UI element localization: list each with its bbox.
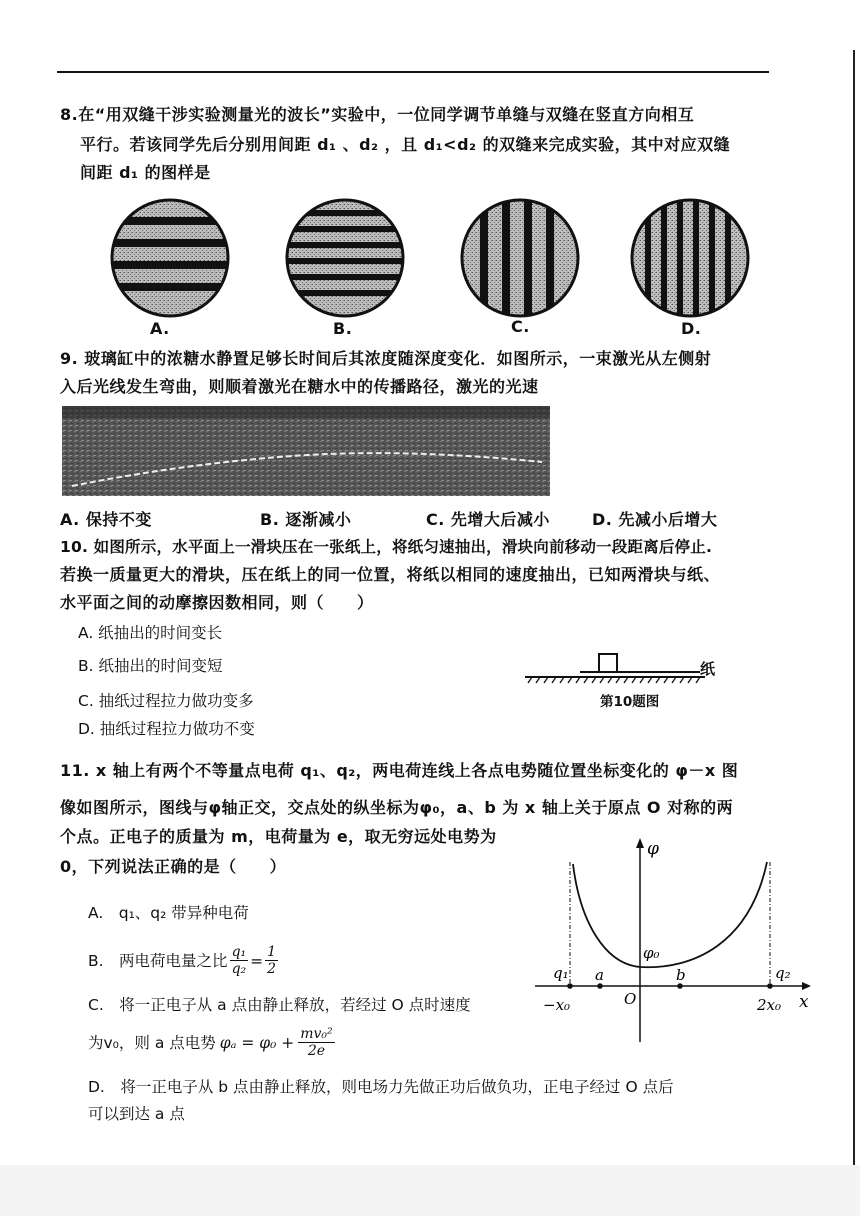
phi-x-graph <box>535 832 825 1047</box>
potential-formula: φₐ = φ₀ + <box>219 1033 295 1052</box>
equals-sign: = <box>250 951 264 970</box>
q10-line1: 10. 如图所示，水平面上一滑块压在一张纸上，将纸匀速抽出，滑块向前移动一段距离后停止. <box>60 538 713 556</box>
top-rule <box>57 71 769 73</box>
q10-line3: 水平面之间的动摩擦因数相同，则（ ） <box>60 593 374 612</box>
q9-option-c: C. 先增大后减小 <box>426 510 550 529</box>
q1-label: q₁ <box>553 964 569 982</box>
q9-line2: 入后光线发生弯曲，则顺着激光在糖水中的传播路径，激光的光速 <box>60 377 539 396</box>
2x0-label: 2x₀ <box>757 996 782 1014</box>
formula-denominator: 2e <box>307 1043 326 1059</box>
q9-line1: 9. 玻璃缸中的浓糖水静置足够长时间后其浓度随深度变化．如图所示，一束激光从左侧射 <box>60 349 712 368</box>
q10-line2: 若换一质量更大的滑块，压在纸上的同一位置，将纸以相同的速度抽出，已知两滑块与纸、 <box>60 565 721 584</box>
q8-option-b-label: B. <box>333 319 353 338</box>
q10-option-c: C. 抽纸过程拉力做功变多 <box>78 692 254 710</box>
ratio-numerator: q₁ <box>231 944 247 960</box>
neg-x0-label: −x₀ <box>543 996 571 1014</box>
q10-figure <box>520 650 730 690</box>
q10-option-a: A. 纸抽出的时间变长 <box>78 624 223 642</box>
laser-photo <box>62 406 550 496</box>
q10-option-d: D. 抽纸过程拉力做功不变 <box>78 720 255 738</box>
q9-option-b: B. 逐渐减小 <box>260 510 352 529</box>
q8-line3: 间距 d₁ 的图样是 <box>80 163 211 182</box>
a-label: a <box>595 966 604 984</box>
phi0-label: φ₀ <box>643 944 660 962</box>
fringe-pattern-b <box>270 200 420 316</box>
slider-block <box>599 654 617 672</box>
q11-option-b <box>88 944 278 977</box>
q9-option-d: D. 先减小后增大 <box>592 510 718 529</box>
q11-line2: 像如图所示，图线与φ轴正交，交点处的纵坐标为φ₀，a、b 为 x 轴上关于原点 O 对称的两 <box>60 798 734 817</box>
q11-option-a: A. q₁、q₂ 带异种电荷 <box>88 904 249 922</box>
y-axis-label: φ <box>647 839 659 859</box>
q11-option-b-value <box>265 944 278 977</box>
q8-option-a-label: A. <box>150 319 170 338</box>
fringe-pattern-c <box>462 196 578 326</box>
b-point <box>677 983 683 989</box>
x-axis-arrow <box>802 982 811 990</box>
q8-option-c-label: C. <box>511 317 530 336</box>
q8-line2: 平行。若该同学先后分别用间距 d₁ 、d₂ ，且 d₁<d₂ 的双缝来完成实验，其中对应双缝 <box>80 135 731 154</box>
q11-option-c-line1: C. 将一正电子从 a 点由静止释放，若经过 O 点时速度 <box>88 996 471 1014</box>
origin-label: O <box>624 990 637 1008</box>
q10-paper-label: 纸 <box>700 660 716 678</box>
q11-option-d-line2: 可以到达 a 点 <box>88 1105 185 1123</box>
q11-line3: 个点。正电子的质量为 m，电荷量为 e，取无穷远处电势为 <box>60 827 497 846</box>
q11-option-c-line2 <box>88 1026 335 1059</box>
q11-line4: 0，下列说法正确的是（ ） <box>60 857 287 876</box>
scan-bottom-margin <box>0 1165 860 1216</box>
q11-option-b-ratio <box>230 944 249 977</box>
fringe-pattern-a <box>100 200 240 316</box>
value-numerator: 1 <box>267 944 277 960</box>
q11-option-d-line1: D. 将一正电子从 b 点由静止释放，则电场力先做正功后做负功，正电子经过 O 点后 <box>88 1078 674 1096</box>
q8-line1: 8.在“用双缝干涉实验测量光的波长”实验中，一位同学调节单缝与双缝在竖直方向相互 <box>60 105 695 124</box>
q11-line1: 11. x 轴上有两个不等量点电荷 q₁、q₂，两电荷连线上各点电势随位置坐标变化的 φ－x 图 <box>60 761 739 780</box>
potential-fraction <box>298 1026 334 1059</box>
x-axis-label: x <box>799 992 809 1012</box>
q10-figure-caption: 第10题图 <box>600 694 660 710</box>
q10-option-b: B. 纸抽出的时间变短 <box>78 657 223 675</box>
page-edge-line <box>853 50 855 1170</box>
q11-option-b-text: B. 两电荷电量之比 <box>88 951 228 970</box>
fringe-pattern-d <box>632 196 748 326</box>
q9-option-a: A. 保持不变 <box>60 510 152 529</box>
q8-option-d-label: D. <box>681 319 702 338</box>
ratio-denominator: q₂ <box>231 961 247 977</box>
q11-option-c-text: 为v₀，则 a 点电势 <box>88 1033 216 1052</box>
fringe-patterns-figure <box>100 196 760 340</box>
potential-curve <box>573 862 767 967</box>
q2-point <box>767 983 773 989</box>
a-point <box>597 983 603 989</box>
q2-label: q₂ <box>775 964 791 982</box>
formula-numerator: mv₀² <box>300 1026 333 1042</box>
value-denominator: 2 <box>267 961 277 977</box>
y-axis-arrow <box>636 838 644 848</box>
q1-point <box>567 983 573 989</box>
b-label: b <box>676 966 686 984</box>
